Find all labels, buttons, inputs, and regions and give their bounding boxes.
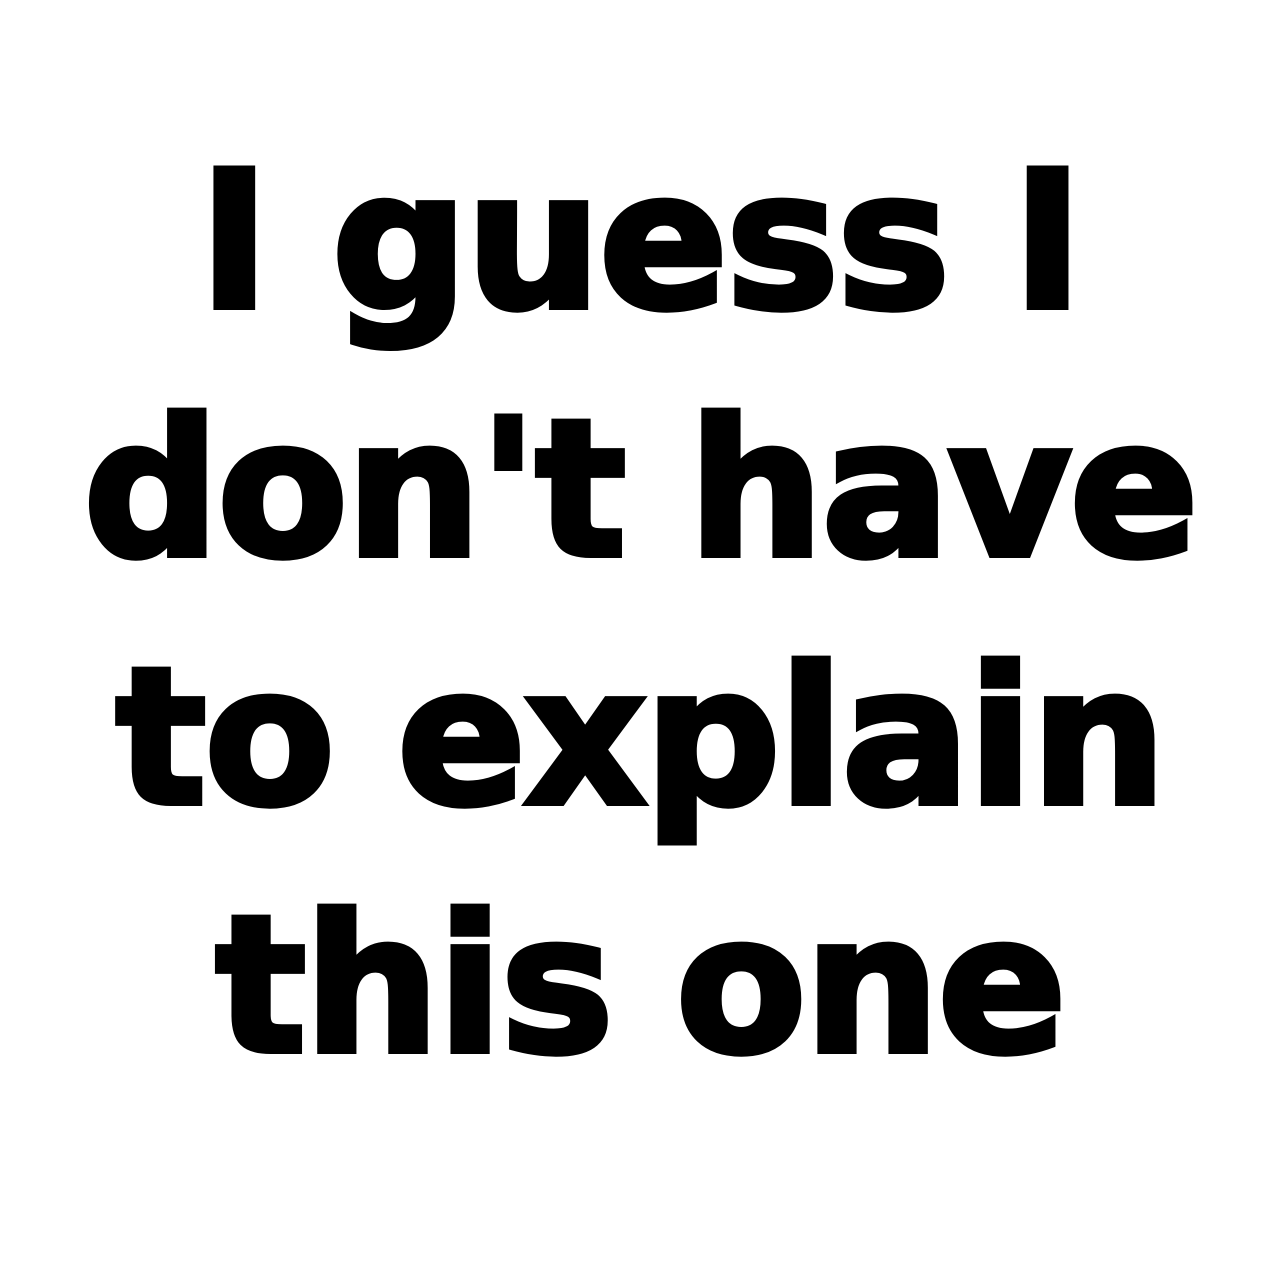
caption-line-4: this one bbox=[215, 875, 1065, 1096]
caption-line-2: don't have bbox=[83, 379, 1197, 600]
caption-text-block bbox=[0, 118, 1280, 1110]
caption-line-1: I guess I bbox=[199, 131, 1081, 352]
caption-line-3: to explain bbox=[115, 627, 1165, 848]
